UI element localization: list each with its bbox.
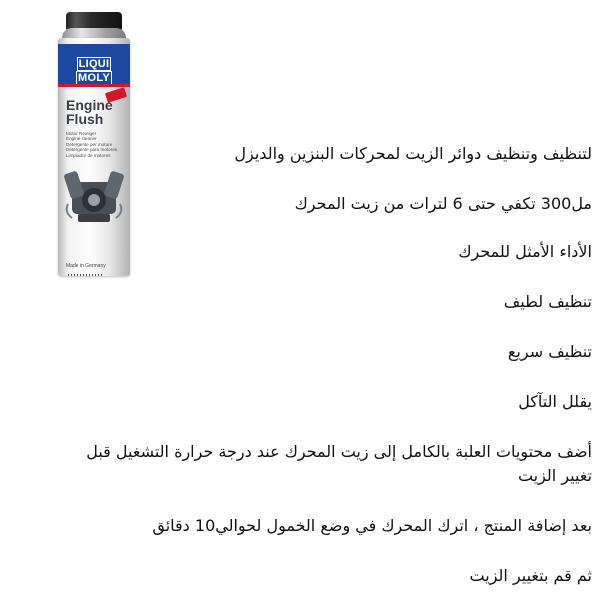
brand-word-top: LIQUI <box>78 58 110 70</box>
brand-word-bottom: MOLY <box>78 72 110 84</box>
description-line: Motor Reiniger <box>66 131 97 136</box>
instruction-line-idle: بعد إضافة المنتج ، اترك المحرك في وضع الخمول لحوالي10 دقائق <box>152 516 592 535</box>
feature-line-capacity: مل300 تكفي حتى 6 لترات من زيت المحرك <box>294 194 592 213</box>
description-line: Detergente para motores <box>66 147 118 153</box>
instruction-line-add: أضف محتويات العلبة بالكامل إلى زيت المحرك عند درجة حرارة التشغيل قبل تغيير الزيت <box>86 442 592 485</box>
feature-line-fast: تنظيف سريع <box>507 342 592 361</box>
brand-red-stripe <box>58 84 130 87</box>
product-description <box>66 131 126 158</box>
description-line: Engine cleaner <box>66 136 97 142</box>
feature-line-corrosion: يقلل التآكل <box>518 392 592 411</box>
product-name-line2: Flush <box>66 111 104 127</box>
description-line: Detergente per motore <box>66 141 113 147</box>
feature-line-performance: الأداء الأمثل للمحرك <box>458 242 592 261</box>
instruction-line-change-oil: ثم قم بتغيير الزيت <box>469 566 592 585</box>
engine-illustration-icon <box>64 164 124 226</box>
brand-logo <box>60 57 128 85</box>
product-name <box>66 98 126 126</box>
barcode <box>68 274 102 276</box>
can-body <box>58 38 130 276</box>
made-in-label: Made in Germany <box>66 263 106 269</box>
product-can-image <box>58 12 130 276</box>
feature-line-cleaning: لتنظيف وتنظيف دوائر الزيت لمحركات البنزين والديزل <box>234 144 592 163</box>
feature-line-gentle: تنظيف لطيف <box>503 292 592 311</box>
description-line: Limpiador de motores <box>66 152 111 158</box>
product-name-line1: Engine <box>66 97 113 113</box>
